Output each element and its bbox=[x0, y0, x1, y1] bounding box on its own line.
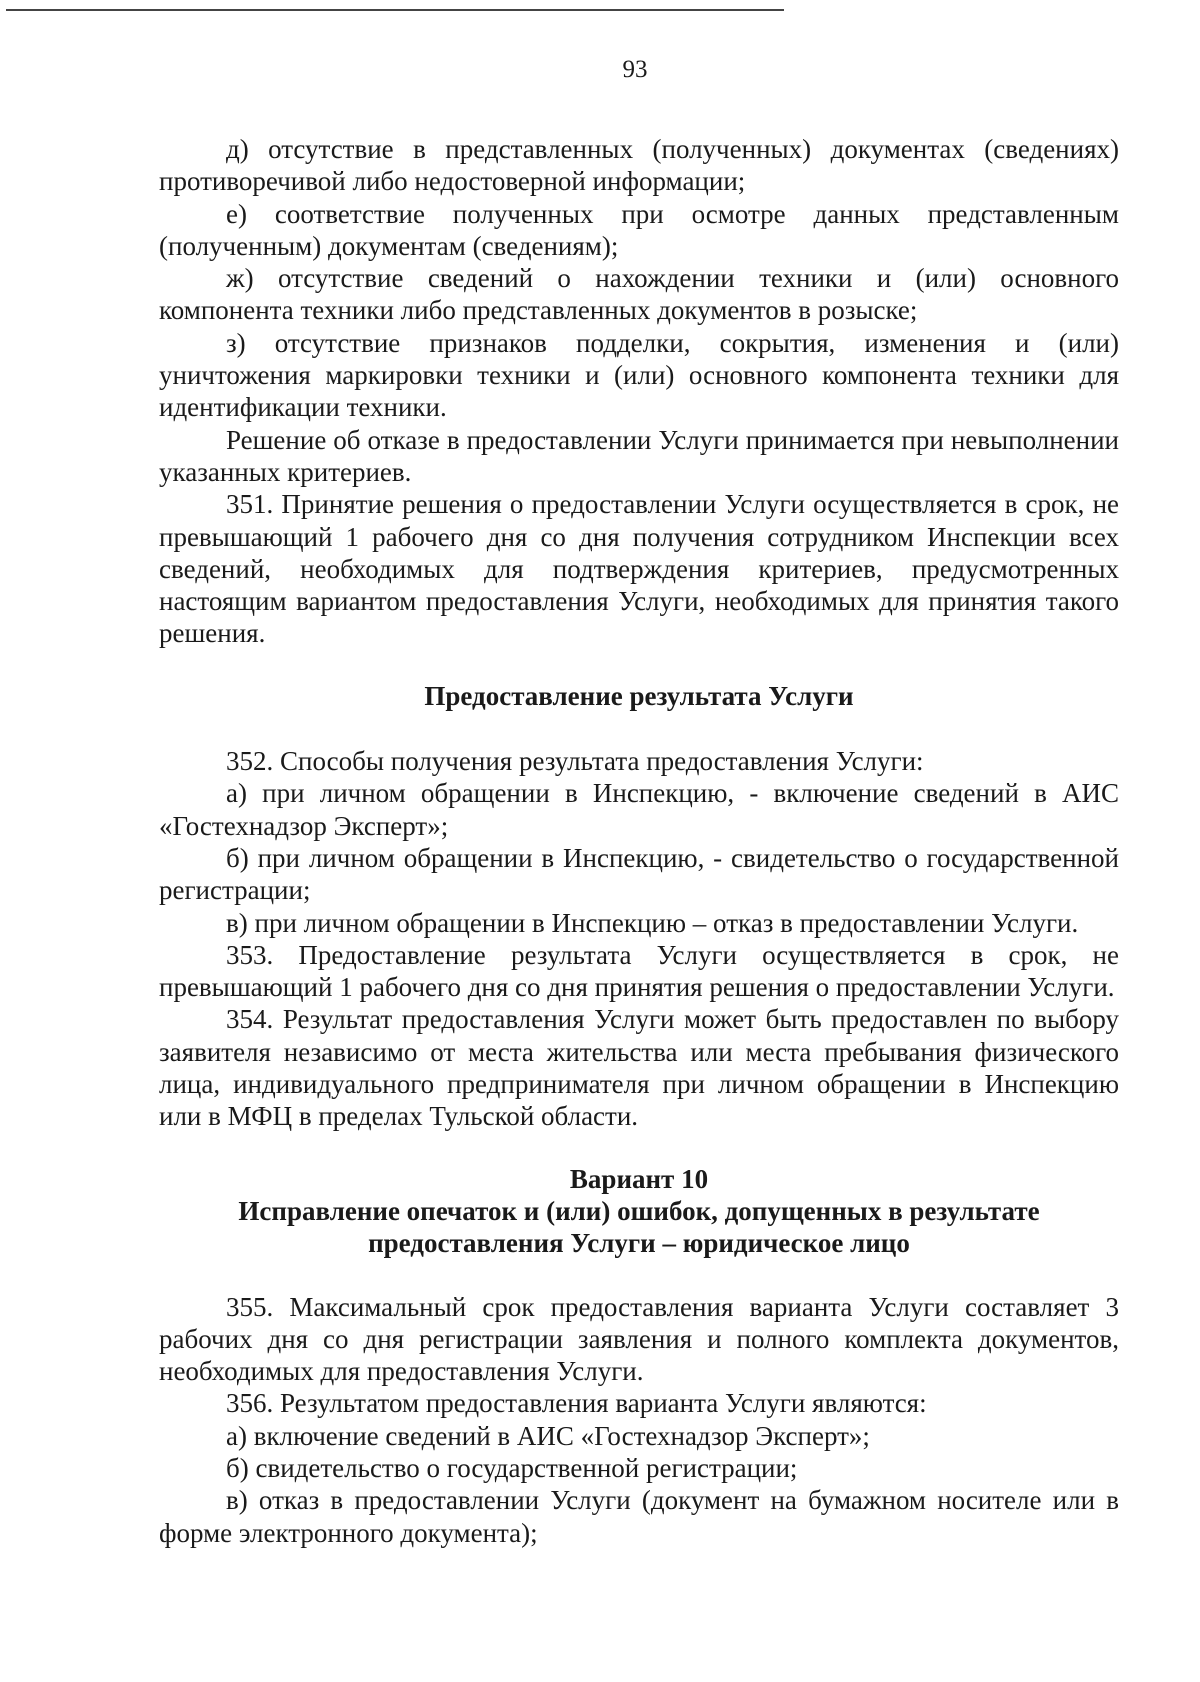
paragraph-refusal-decision: Решение об отказе в предоставлении Услуги принимается при невыполнении указанных критериев. bbox=[159, 424, 1119, 487]
paragraph-354: 354. Результат предоставления Услуги может быть предоставлен по выбору заявителя независимо от места жительства или места пребывания физического лица, индивидуального предпринимателя при личном обращении в Инспекцию или в МФЦ в пределах Тульской области. bbox=[159, 1004, 1119, 1132]
section-heading-result: Предоставление результата Услуги bbox=[424, 680, 854, 711]
paragraph-zh: ж) отсутствие сведений о нахождении техники и (или) основного компонента техники либо представленных документов в розыске; bbox=[159, 263, 1119, 326]
page-number: 93 bbox=[622, 56, 648, 83]
paragraph-352-b: б) при личном обращении в Инспекцию, - свидетельство о государственной регистрации; bbox=[159, 842, 1119, 906]
paragraph-356-v: в) отказ в предоставлении Услуги (документ на бумажном носителе или в форме электронного документа); bbox=[159, 1485, 1119, 1548]
paragraph-z: з) отсутствие признаков подделки, сокрытия, изменения и (или) уничтожения маркировки техники и (или) основного компонента техники для идентификации техники. bbox=[159, 327, 1119, 423]
variant-heading-number: Вариант 10 bbox=[569, 1163, 709, 1194]
paragraph-352-v: в) при личном обращении в Инспекцию – отказ в предоставлении Услуги. bbox=[226, 907, 1079, 938]
paragraph-352-a: а) при личном обращении в Инспекцию, - включение сведений в АИС «Гостехнадзор Эксперт»; bbox=[159, 778, 1119, 841]
paragraph-e: е) соответствие полученных при осмотре данных представленным (полученным) документам (сведениям); bbox=[159, 198, 1119, 261]
paragraph-352: 352. Способы получения результата предоставления Услуги: bbox=[226, 746, 924, 777]
paragraph-351: 351. Принятие решения о предоставлении Услуги осуществляется в срок, не превышающий 1 рабочего дня со дня получения сотрудником Инспекции всех сведений, необходимых для подтверждения критериев, предусмотренных настоящим вариантом предоставления Услуги, необходимых для принятия такого решения. bbox=[159, 489, 1119, 649]
paragraph-356-a: а) включение сведений в АИС «Гостехнадзор Эксперт»; bbox=[226, 1420, 870, 1451]
document-body bbox=[159, 133, 1119, 1549]
variant-heading bbox=[159, 1163, 1119, 1260]
paragraph-356-b: б) свидетельство о государственной регистрации; bbox=[226, 1452, 798, 1483]
top-rule bbox=[6, 9, 784, 11]
paragraph-d: д) отсутствие в представленных (полученных) документах (сведениях) противоречивой либо недостоверной информации; bbox=[159, 134, 1119, 197]
paragraph-355: 355. Максимальный срок предоставления варианта Услуги составляет 3 рабочих дня со дня регистрации заявления и полного комплекта документов, необходимых для предоставления Услуги. bbox=[159, 1291, 1119, 1387]
variant-heading-title-line1: Исправление опечаток и (или) ошибок, допущенных в результате bbox=[238, 1195, 1040, 1226]
variant-heading-title-line2: предоставления Услуги – юридическое лицо bbox=[368, 1228, 910, 1259]
paragraph-356: 356. Результатом предоставления варианта Услуги являются: bbox=[226, 1388, 927, 1419]
paragraph-353: 353. Предоставление результата Услуги осуществляется в срок, не превышающий 1 рабочего дня со дня принятия решения о предоставлении Услуги. bbox=[159, 939, 1119, 1003]
